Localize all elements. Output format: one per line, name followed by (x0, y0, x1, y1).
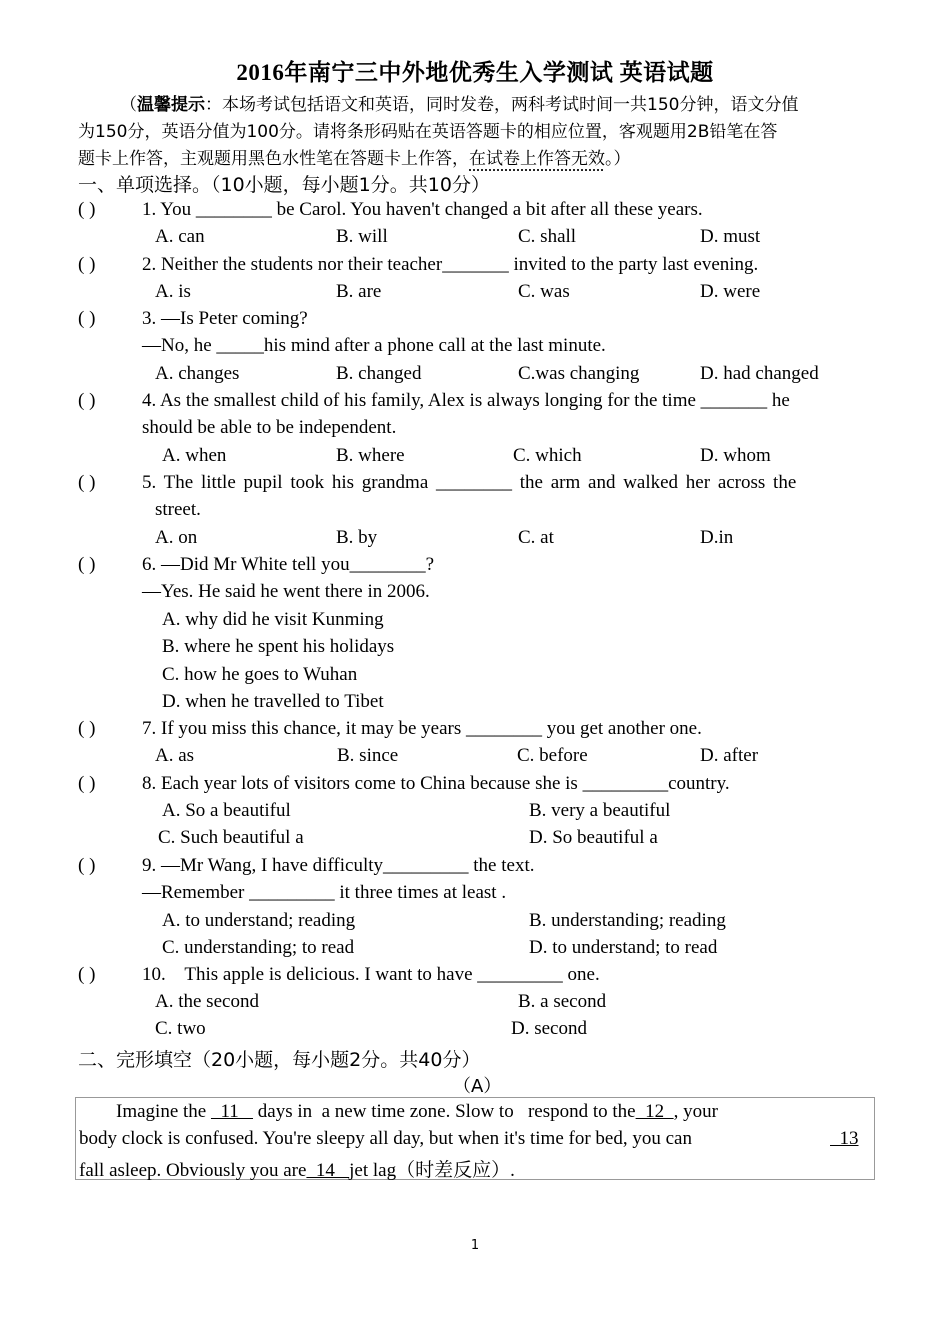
answer-bracket: ( ) (78, 254, 96, 275)
q10-option-c: C. two (155, 1018, 206, 1039)
passage-line-1 (116, 1101, 718, 1123)
answer-bracket: ( ) (78, 773, 96, 794)
q6-option-b: B. where he spent his holidays (162, 636, 395, 657)
q6-option-a: A. why did he visit Kunming (162, 609, 384, 630)
q7-option-c: C. before (517, 745, 588, 766)
passage-text: days in a new time zone. Slow to respond to the (253, 1101, 636, 1122)
q4-option-c: C. which (513, 445, 582, 466)
q7-option-b: B. since (337, 745, 399, 766)
q7-option-a: A. as (155, 745, 195, 766)
passage-text: body clock is confused. You're sleepy all day, but when it's time for bed, you can (79, 1128, 692, 1149)
passage-line-2 (79, 1128, 692, 1150)
q7-option-d: D. after (700, 745, 759, 766)
blank-11: 11 (210, 1101, 254, 1122)
answer-bracket: ( ) (78, 964, 96, 985)
page-title: 2016年南宁三中外地优秀生入学测试 英语试题 (236, 60, 714, 85)
q10-option-a: A. the second (155, 991, 259, 1012)
question-1-stem: 1. You ________ be Carol. You haven't changed a bit after all these years. (142, 199, 703, 220)
q8-option-c: C. Such beautiful a (158, 827, 304, 848)
q9-option-a: A. to understand; reading (162, 910, 356, 931)
blank-13: 13 (830, 1128, 859, 1149)
q5-option-a: A. on (155, 527, 198, 548)
blank-14: 14 (306, 1160, 350, 1181)
question-6-stem-2: —Yes. He said he went there in 2006. (142, 581, 430, 602)
question-9-stem: 9. —Mr Wang, I have difficulty_________ the text. (142, 855, 535, 876)
question-4-stem-2: should be able to be independent. (142, 417, 397, 438)
notice-line-3a: 题卡上作答，主观题用黑色水性笔在答题卡上作答， (78, 149, 469, 169)
q10-option-d: D. second (511, 1018, 587, 1039)
q2-option-d: D. were (700, 281, 761, 302)
q1-option-b: B. will (336, 226, 388, 247)
answer-bracket: ( ) (78, 308, 96, 329)
page-number: 1 (470, 1238, 480, 1253)
q4-option-a: A. when (162, 445, 227, 466)
cloze-passage (75, 1097, 875, 1180)
question-9-stem-2: —Remember _________ it three times at least . (142, 882, 507, 903)
question-2-stem: 2. Neither the students nor their teacher_______ invited to the party last evening. (142, 254, 759, 275)
question-6-stem: 6. —Did Mr White tell you________? (142, 554, 435, 575)
answer-bracket: ( ) (78, 472, 96, 493)
q8-option-b: B. very a beautiful (529, 800, 671, 821)
q8-option-d: D. So beautiful a (529, 827, 658, 848)
q5-option-d: D.in (700, 527, 734, 548)
q4-option-d: D. whom (700, 445, 771, 466)
question-10-stem: 10. This apple is delicious. I want to have _________ one. (142, 964, 600, 985)
blank-12: 12 (635, 1101, 674, 1122)
q1-option-c: C. shall (518, 226, 577, 247)
notice-line-1: ：本场考试包括语文和英语，同时发卷，两科考试时间一共150分钟，语文分值 (205, 95, 799, 115)
passage-label: （A） (453, 1076, 502, 1097)
q1-option-a: A. can (155, 226, 205, 247)
q8-option-a: A. So a beautiful (162, 800, 291, 821)
passage-line-3 (79, 1155, 515, 1182)
notice-line-3c: 。） (605, 149, 631, 169)
q5-option-c: C. at (518, 527, 554, 548)
question-3-stem-2: —No, he _____his mind after a phone call at the last minute. (142, 335, 606, 356)
q10-option-b: B. a second (518, 991, 607, 1012)
q5-option-b: B. by (336, 527, 378, 548)
question-4-stem: 4. As the smallest child of his family, Alex is always longing for the time _______ he (142, 390, 790, 411)
notice-emphasis: 在试卷上作答无效 (469, 149, 605, 169)
q1-option-d: D. must (700, 226, 761, 247)
section-2-heading: 二、完形填空（20小题，每小题2分。共40分） (78, 1049, 481, 1071)
question-8-stem: 8. Each year lots of visitors come to China because she is _________country. (142, 773, 730, 794)
answer-bracket: ( ) (78, 718, 96, 739)
question-5-stem: 5. The little pupil took his grandma ________ the arm and walked her across the (142, 472, 797, 493)
passage-text: Imagine the (116, 1101, 211, 1122)
answer-bracket: ( ) (78, 855, 96, 876)
answer-bracket: ( ) (78, 199, 96, 220)
question-3-stem: 3. —Is Peter coming? (142, 308, 308, 329)
q3-option-b: B. changed (336, 363, 422, 384)
q9-option-b: B. understanding; reading (529, 910, 726, 931)
answer-bracket: ( ) (78, 390, 96, 411)
section-1-heading: 一、单项选择。（10小题，每小题1分。共10分） (78, 174, 490, 196)
q6-option-c: C. how he goes to Wuhan (162, 664, 358, 685)
q3-option-d: D. had changed (700, 363, 819, 384)
q2-option-c: C. was (518, 281, 570, 302)
q6-option-d: D. when he travelled to Tibet (162, 691, 384, 712)
answer-bracket: ( ) (78, 554, 96, 575)
notice-line-2: 为150分，英语分值为100分。请将条形码贴在英语答题卡的相应位置，客观题用2B铅笔在答 (78, 122, 778, 142)
question-5-stem-2: street. (155, 499, 201, 520)
question-7-stem: 7. If you miss this chance, it may be years ________ you get another one. (142, 718, 702, 739)
q3-option-a: A. changes (155, 363, 240, 384)
passage-text: fall asleep. Obviously you are (79, 1160, 307, 1181)
q4-option-b: B. where (336, 445, 405, 466)
q9-option-d: D. to understand; to read (529, 937, 718, 958)
q2-option-b: B. are (336, 281, 382, 302)
q2-option-a: A. is (155, 281, 191, 302)
q3-option-c: C.was changing (518, 363, 640, 384)
notice-label: 温馨提示 (137, 95, 205, 115)
q9-option-c: C. understanding; to read (162, 937, 355, 958)
notice-paragraph: （温馨提示：本场考试包括语文和英语，同时发卷，两科考试时间一共150分钟，语文分值 为150分，英语分值为100分。请将条形码贴在英语答题卡的相应位置，客观题用2B铅笔在答 题卡上作答，主观题用黑色水性笔在答题卡上作答，在试卷上作答无效。） (78, 95, 799, 169)
passage-text: , your (673, 1101, 718, 1122)
passage-text: jet lag（时差反应）. (349, 1160, 515, 1181)
passage-blank-13-wrap (830, 1128, 859, 1150)
